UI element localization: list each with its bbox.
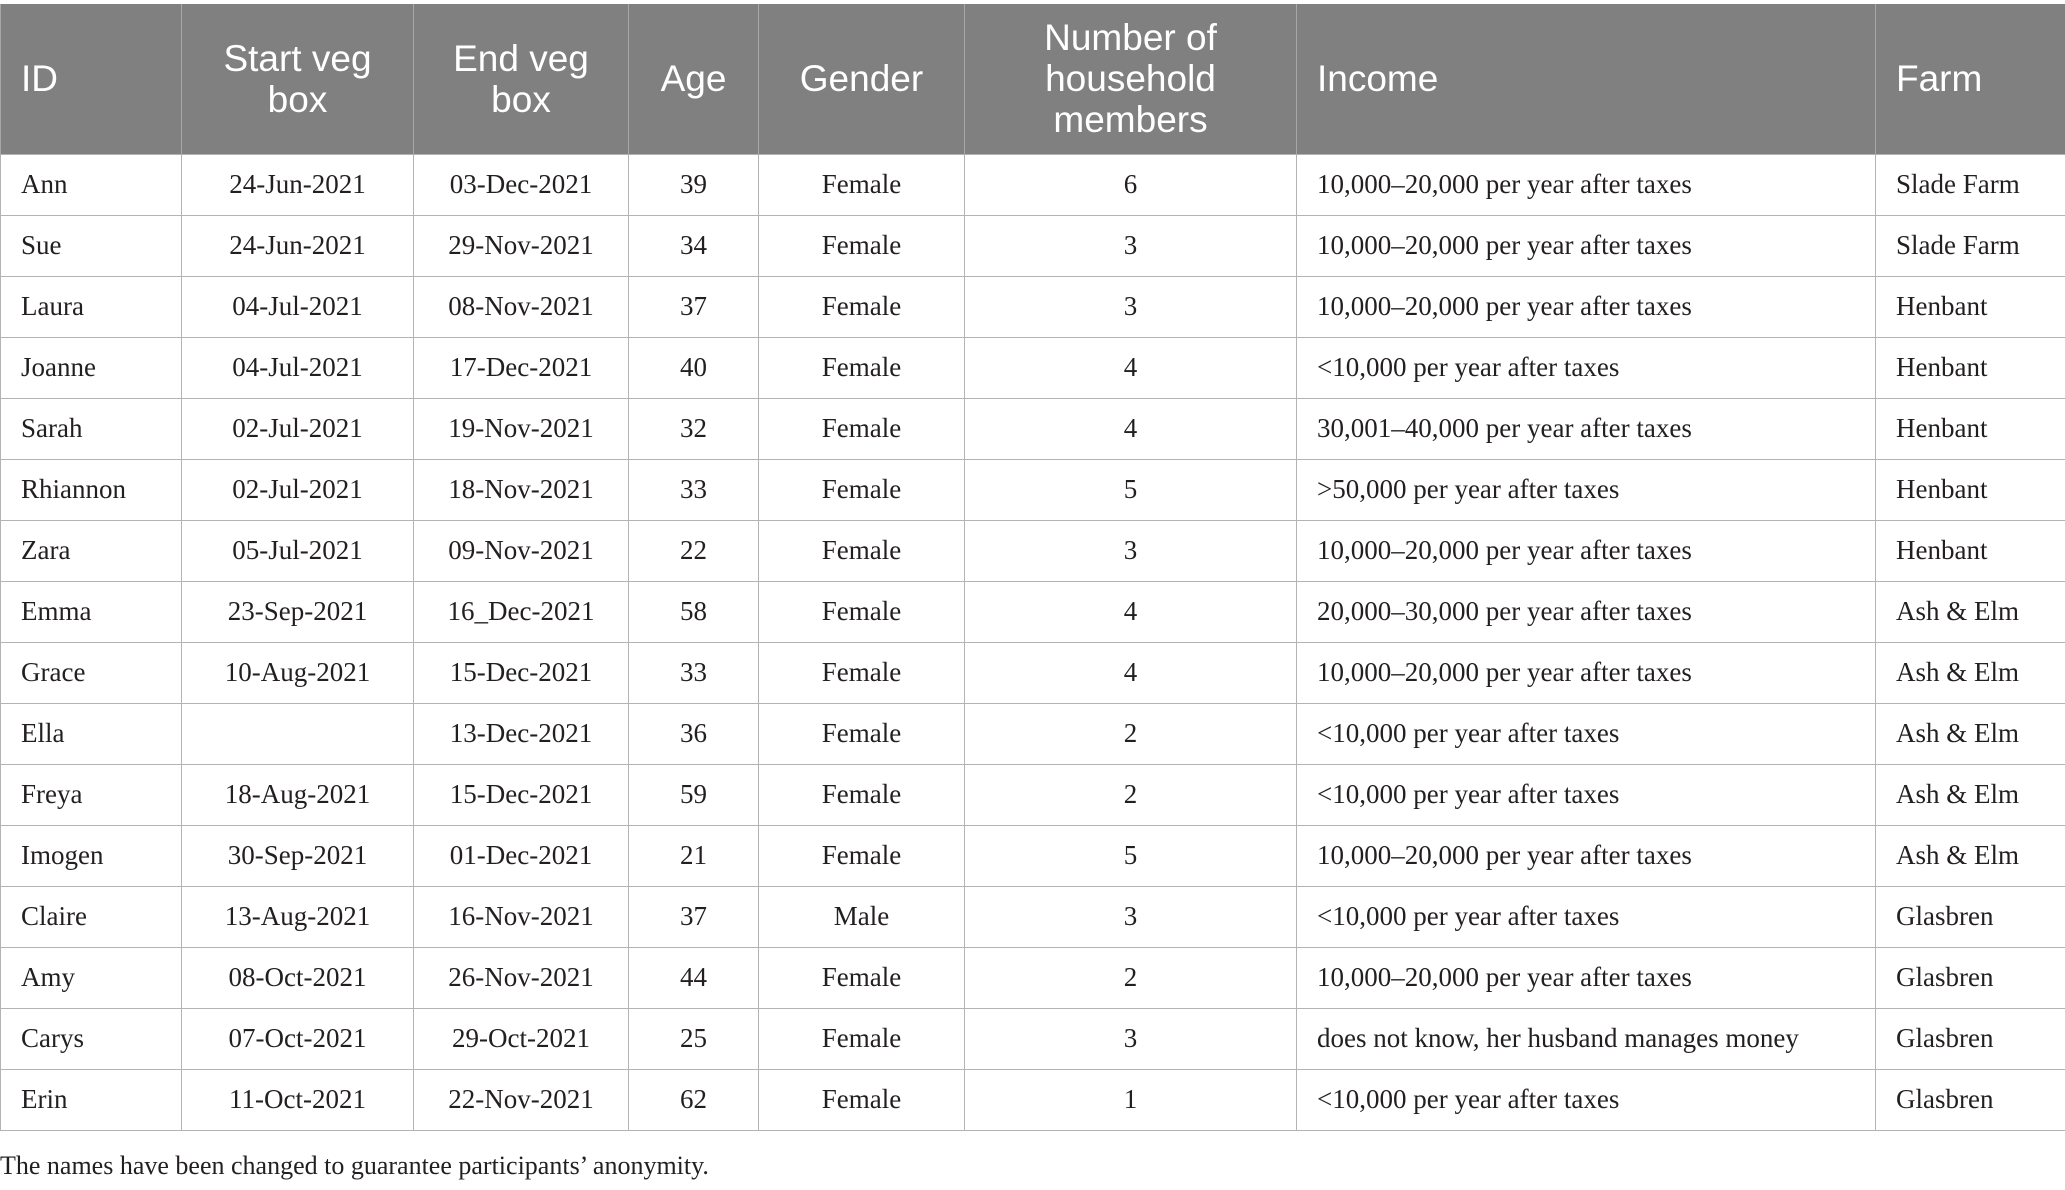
cell-age: 37 [629, 886, 759, 947]
cell-end-veg-box: 18-Nov-2021 [414, 459, 629, 520]
cell-gender: Female [759, 459, 965, 520]
participants-table-container [0, 4, 2065, 1131]
cell-household-members: 4 [965, 642, 1297, 703]
table-row [1, 886, 2065, 947]
cell-age: 22 [629, 520, 759, 581]
cell-gender: Male [759, 886, 965, 947]
cell-income: 10,000–20,000 per year after taxes [1297, 520, 1876, 581]
cell-gender: Female [759, 276, 965, 337]
cell-id: Rhiannon [1, 459, 182, 520]
cell-start-veg-box: 13-Aug-2021 [182, 886, 414, 947]
cell-id: Joanne [1, 337, 182, 398]
table-row [1, 459, 2065, 520]
cell-start-veg-box: 05-Jul-2021 [182, 520, 414, 581]
cell-start-veg-box: 02-Jul-2021 [182, 398, 414, 459]
cell-age: 21 [629, 825, 759, 886]
cell-end-veg-box: 01-Dec-2021 [414, 825, 629, 886]
table-header-row [1, 4, 2065, 154]
cell-id: Emma [1, 581, 182, 642]
cell-income: does not know, her husband manages money [1297, 1008, 1876, 1069]
cell-income: <10,000 per year after taxes [1297, 1069, 1876, 1130]
cell-age: 40 [629, 337, 759, 398]
table-row [1, 947, 2065, 1008]
cell-gender: Female [759, 398, 965, 459]
cell-farm: Henbant [1876, 398, 2065, 459]
cell-farm: Ash & Elm [1876, 764, 2065, 825]
cell-age: 39 [629, 154, 759, 215]
column-header-start-label: Start veg box [223, 37, 372, 120]
cell-start-veg-box: 02-Jul-2021 [182, 459, 414, 520]
cell-farm: Henbant [1876, 459, 2065, 520]
cell-farm: Slade Farm [1876, 215, 2065, 276]
cell-income: >50,000 per year after taxes [1297, 459, 1876, 520]
cell-household-members: 3 [965, 886, 1297, 947]
cell-start-veg-box: 10-Aug-2021 [182, 642, 414, 703]
cell-age: 62 [629, 1069, 759, 1130]
cell-age: 25 [629, 1008, 759, 1069]
table-row [1, 215, 2065, 276]
cell-income: 10,000–20,000 per year after taxes [1297, 642, 1876, 703]
cell-gender: Female [759, 154, 965, 215]
cell-farm: Ash & Elm [1876, 581, 2065, 642]
cell-gender: Female [759, 581, 965, 642]
table-header [1, 4, 2065, 154]
cell-end-veg-box: 15-Dec-2021 [414, 764, 629, 825]
cell-household-members: 3 [965, 276, 1297, 337]
cell-household-members: 2 [965, 703, 1297, 764]
cell-id: Freya [1, 764, 182, 825]
cell-household-members: 3 [965, 1008, 1297, 1069]
cell-income: <10,000 per year after taxes [1297, 886, 1876, 947]
cell-id: Sue [1, 215, 182, 276]
cell-end-veg-box: 29-Nov-2021 [414, 215, 629, 276]
cell-income: 30,001–40,000 per year after taxes [1297, 398, 1876, 459]
table-footnote: The names have been changed to guarantee participants’ anonymity. [0, 1151, 709, 1180]
cell-gender: Female [759, 1069, 965, 1130]
cell-start-veg-box: 18-Aug-2021 [182, 764, 414, 825]
cell-income: 20,000–30,000 per year after taxes [1297, 581, 1876, 642]
cell-id: Carys [1, 1008, 182, 1069]
cell-farm: Ash & Elm [1876, 825, 2065, 886]
table-row [1, 825, 2065, 886]
cell-age: 37 [629, 276, 759, 337]
cell-end-veg-box: 29-Oct-2021 [414, 1008, 629, 1069]
cell-household-members: 1 [965, 1069, 1297, 1130]
cell-end-veg-box: 26-Nov-2021 [414, 947, 629, 1008]
column-header-gender: Gender [759, 4, 965, 154]
cell-gender: Female [759, 642, 965, 703]
table-row [1, 703, 2065, 764]
cell-household-members: 2 [965, 947, 1297, 1008]
cell-start-veg-box: 07-Oct-2021 [182, 1008, 414, 1069]
column-header-end-label: End veg box [453, 37, 589, 120]
column-header-age: Age [629, 4, 759, 154]
cell-income: <10,000 per year after taxes [1297, 703, 1876, 764]
cell-id: Claire [1, 886, 182, 947]
cell-age: 33 [629, 642, 759, 703]
cell-age: 32 [629, 398, 759, 459]
table-row [1, 642, 2065, 703]
cell-start-veg-box: 04-Jul-2021 [182, 337, 414, 398]
cell-age: 58 [629, 581, 759, 642]
cell-household-members: 5 [965, 825, 1297, 886]
cell-start-veg-box: 04-Jul-2021 [182, 276, 414, 337]
cell-farm: Henbant [1876, 520, 2065, 581]
cell-start-veg-box: 24-Jun-2021 [182, 154, 414, 215]
cell-farm: Henbant [1876, 276, 2065, 337]
cell-household-members: 2 [965, 764, 1297, 825]
cell-gender: Female [759, 947, 965, 1008]
cell-farm: Glasbren [1876, 1069, 2065, 1130]
cell-gender: Female [759, 215, 965, 276]
column-header-id: ID [1, 4, 182, 154]
cell-farm: Ash & Elm [1876, 703, 2065, 764]
cell-end-veg-box: 17-Dec-2021 [414, 337, 629, 398]
table-row [1, 1069, 2065, 1130]
cell-farm: Glasbren [1876, 947, 2065, 1008]
column-header-end-veg-box [414, 4, 629, 154]
cell-end-veg-box: 13-Dec-2021 [414, 703, 629, 764]
cell-household-members: 3 [965, 215, 1297, 276]
cell-household-members: 4 [965, 581, 1297, 642]
cell-gender: Female [759, 520, 965, 581]
cell-end-veg-box: 22-Nov-2021 [414, 1069, 629, 1130]
cell-household-members: 6 [965, 154, 1297, 215]
cell-start-veg-box: 11-Oct-2021 [182, 1069, 414, 1130]
cell-age: 36 [629, 703, 759, 764]
cell-id: Erin [1, 1069, 182, 1130]
cell-start-veg-box: 23-Sep-2021 [182, 581, 414, 642]
table-row [1, 398, 2065, 459]
cell-household-members: 3 [965, 520, 1297, 581]
cell-gender: Female [759, 764, 965, 825]
cell-income: 10,000–20,000 per year after taxes [1297, 825, 1876, 886]
cell-household-members: 5 [965, 459, 1297, 520]
cell-start-veg-box: 30-Sep-2021 [182, 825, 414, 886]
cell-farm: Glasbren [1876, 1008, 2065, 1069]
column-header-farm: Farm [1876, 4, 2065, 154]
cell-id: Ann [1, 154, 182, 215]
cell-income: 10,000–20,000 per year after taxes [1297, 215, 1876, 276]
table-body [1, 154, 2065, 1130]
column-header-income: Income [1297, 4, 1876, 154]
cell-id: Amy [1, 947, 182, 1008]
table-row [1, 154, 2065, 215]
cell-farm: Slade Farm [1876, 154, 2065, 215]
cell-start-veg-box: 24-Jun-2021 [182, 215, 414, 276]
cell-farm: Henbant [1876, 337, 2065, 398]
cell-end-veg-box: 19-Nov-2021 [414, 398, 629, 459]
cell-gender: Female [759, 1008, 965, 1069]
cell-gender: Female [759, 703, 965, 764]
cell-start-veg-box: 08-Oct-2021 [182, 947, 414, 1008]
cell-end-veg-box: 15-Dec-2021 [414, 642, 629, 703]
cell-id: Ella [1, 703, 182, 764]
cell-household-members: 4 [965, 337, 1297, 398]
cell-id: Laura [1, 276, 182, 337]
cell-id: Sarah [1, 398, 182, 459]
table-row [1, 764, 2065, 825]
cell-id: Imogen [1, 825, 182, 886]
cell-end-veg-box: 09-Nov-2021 [414, 520, 629, 581]
cell-income: <10,000 per year after taxes [1297, 337, 1876, 398]
cell-income: 10,000–20,000 per year after taxes [1297, 154, 1876, 215]
cell-income: 10,000–20,000 per year after taxes [1297, 276, 1876, 337]
cell-income: 10,000–20,000 per year after taxes [1297, 947, 1876, 1008]
cell-age: 44 [629, 947, 759, 1008]
table-row [1, 1008, 2065, 1069]
table-row [1, 276, 2065, 337]
cell-end-veg-box: 03-Dec-2021 [414, 154, 629, 215]
cell-age: 59 [629, 764, 759, 825]
cell-household-members: 4 [965, 398, 1297, 459]
cell-gender: Female [759, 825, 965, 886]
cell-farm: Ash & Elm [1876, 642, 2065, 703]
cell-end-veg-box: 08-Nov-2021 [414, 276, 629, 337]
participants-table [0, 4, 2065, 1131]
table-row [1, 520, 2065, 581]
cell-end-veg-box: 16_Dec-2021 [414, 581, 629, 642]
column-header-start-veg-box [182, 4, 414, 154]
cell-income: <10,000 per year after taxes [1297, 764, 1876, 825]
table-row [1, 337, 2065, 398]
column-header-household-members [965, 4, 1297, 154]
cell-end-veg-box: 16-Nov-2021 [414, 886, 629, 947]
column-header-household-label: Number of household members [1044, 17, 1217, 141]
cell-age: 34 [629, 215, 759, 276]
cell-start-veg-box [182, 703, 414, 764]
cell-id: Zara [1, 520, 182, 581]
cell-id: Grace [1, 642, 182, 703]
cell-age: 33 [629, 459, 759, 520]
cell-gender: Female [759, 337, 965, 398]
table-row [1, 581, 2065, 642]
cell-farm: Glasbren [1876, 886, 2065, 947]
